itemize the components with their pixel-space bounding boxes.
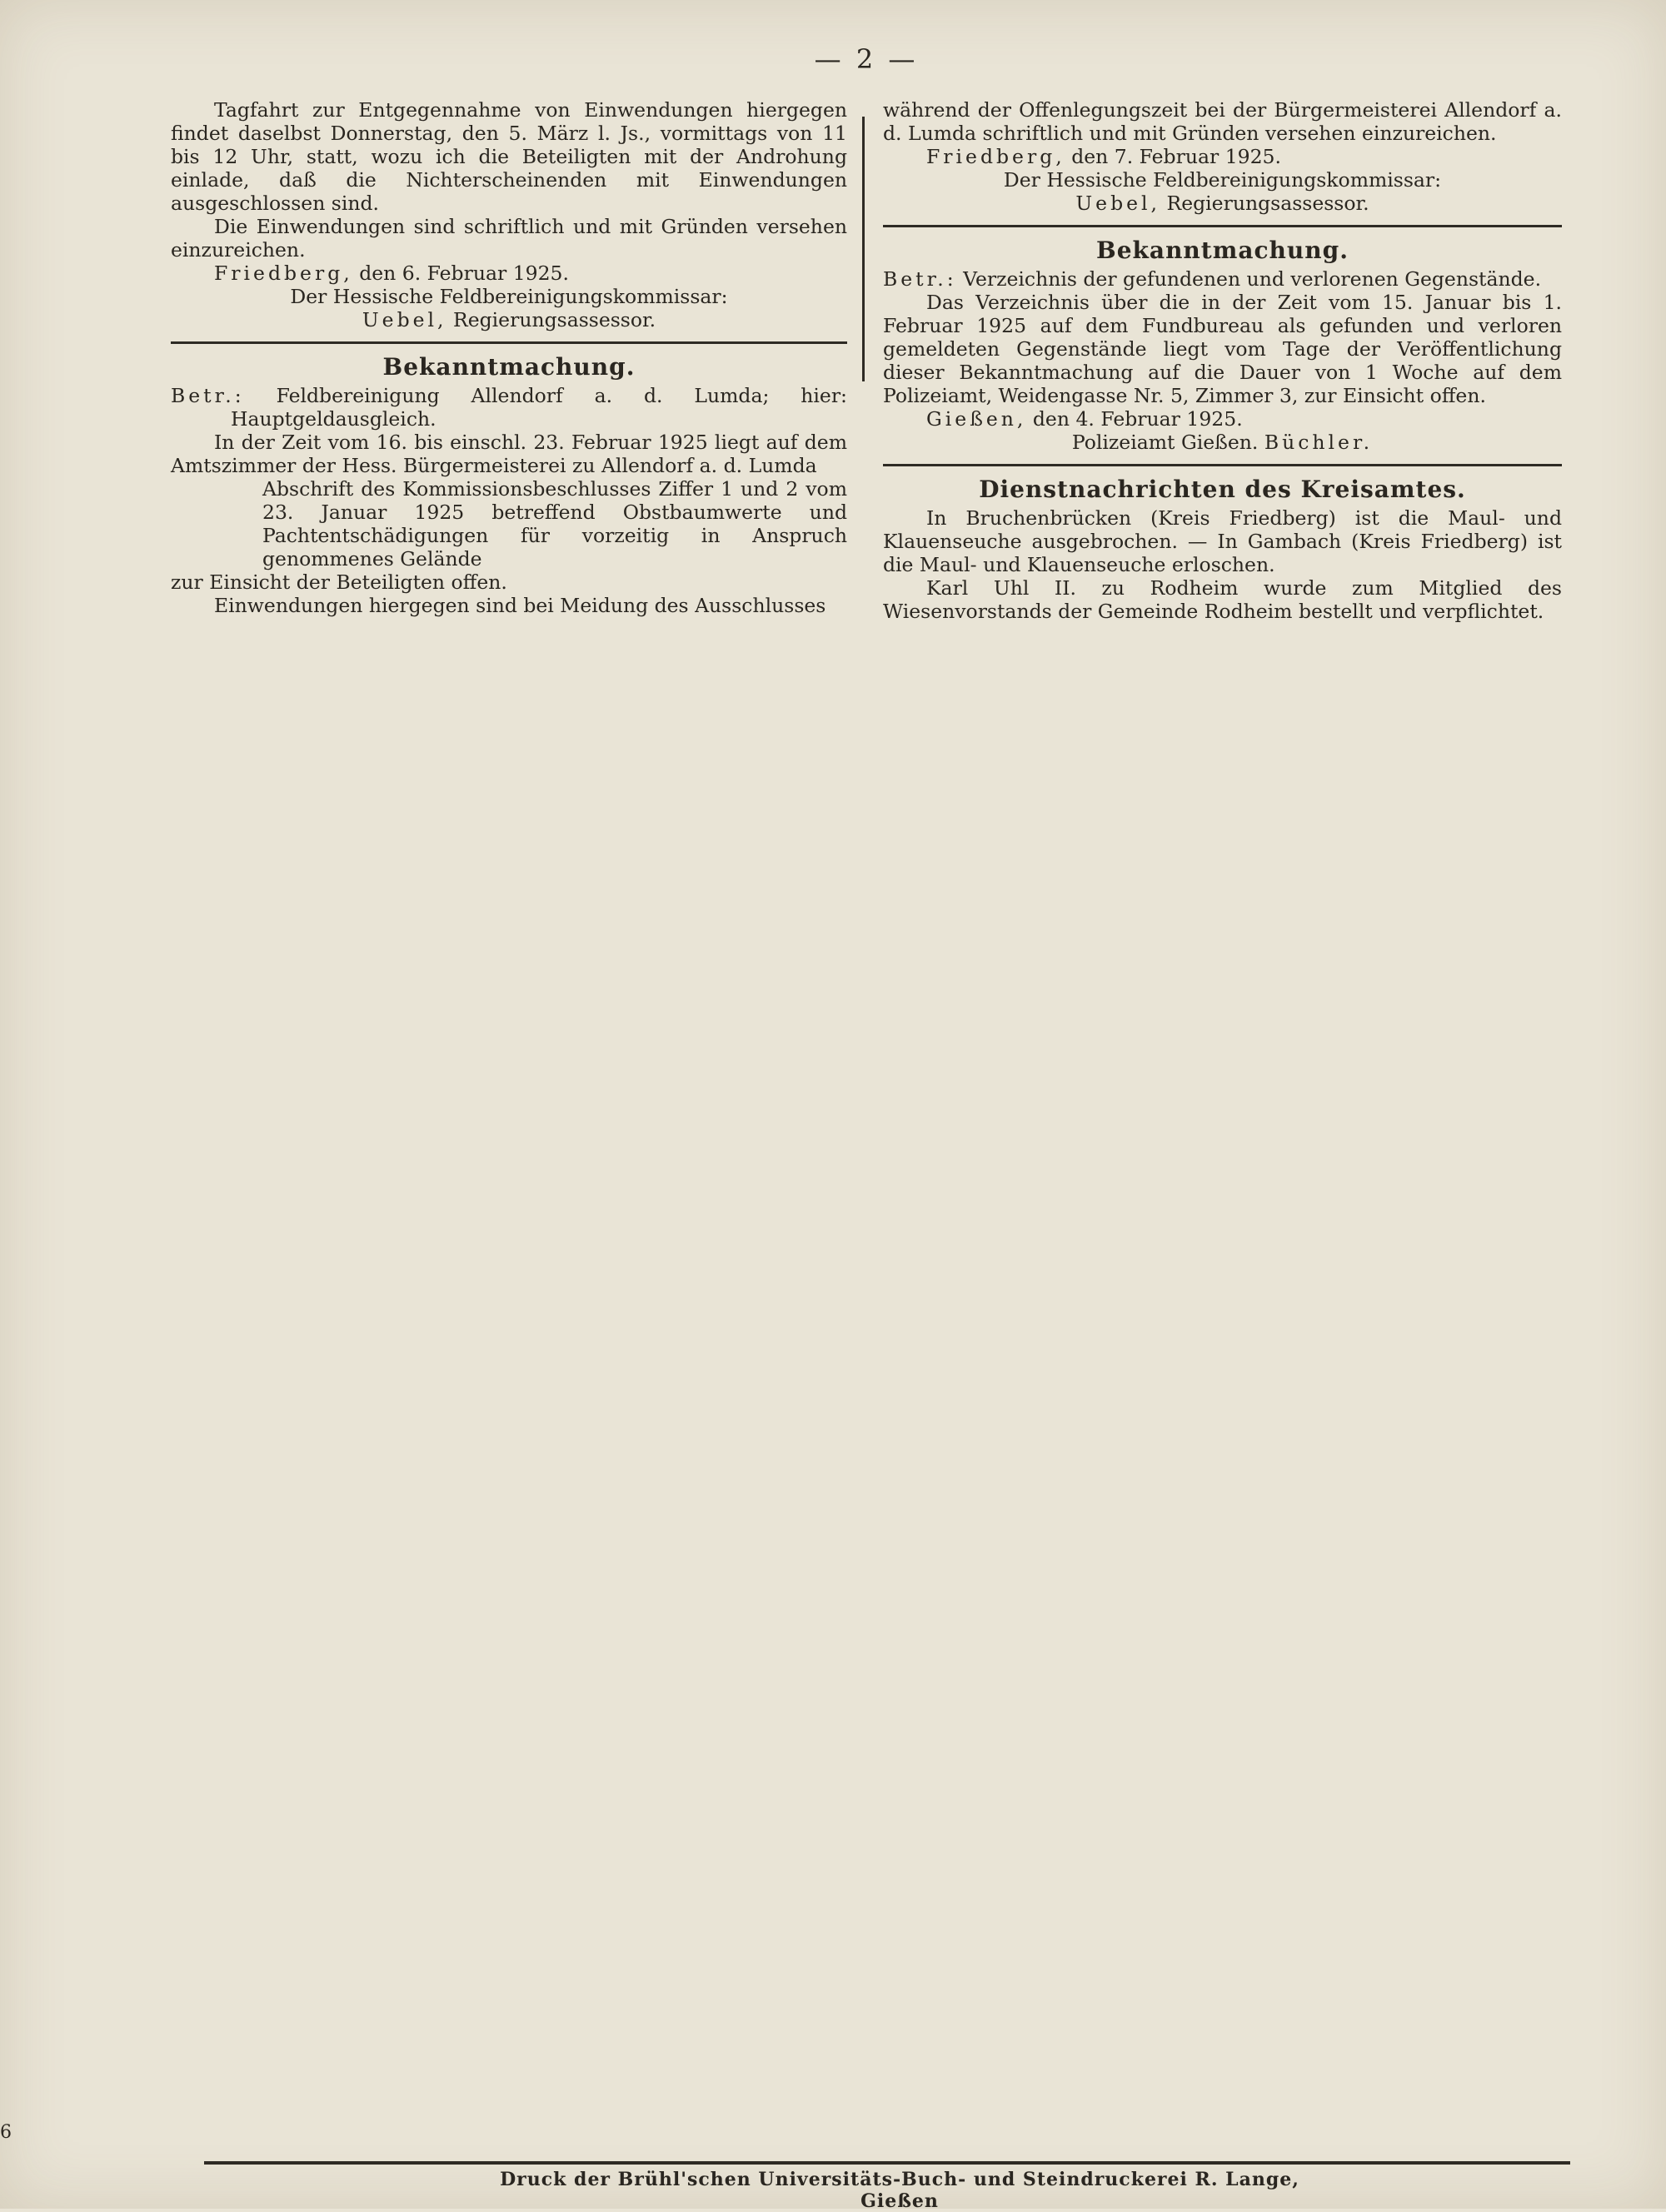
place: Friedberg, [926,145,1065,168]
notice-paragraph: In der Zeit vom 16. bis einschl. 23. Februar 1925 liegt auf dem Amtszimmer der Hess. Bürgermeisterei zu Allendorf a. d. Lumda [171,431,847,477]
notice-paragraph: In Bruchenbrücken (Kreis Friedberg) ist die Maul- und Klauenseuche ausgebrochen. — In Gambach (Kreis Friedberg) ist die Maul- und Klauenseuche erloschen. [883,506,1562,576]
betr-text: Feldbereinigung Allendorf a. d. Lumda; hier: Hauptgeldausgleich. [231,384,847,431]
notice-heading: Bekanntmachung. [382,353,636,381]
notice-subparagraph: Abschrift des Kommissionsbeschlusses Ziffer 1 und 2 vom 23. Januar 1925 betreffend Obstbaumwerte und Pachtentschädigungen für vorzeitig in Anspruch genommenes Gelände [262,477,847,570]
margin-mark: 6 [0,2122,12,2143]
date: den 6. Februar 1925. [359,262,569,285]
written-objections-paragraph: Die Einwendungen sind schriftlich und mit Gründen versehen einzureichen. [171,215,847,262]
betr-line [883,267,1562,291]
date: den 4. Februar 1925. [1032,407,1243,431]
notice-paragraph: Einwendungen hiergegen sind bei Meidung des Ausschlusses [214,594,826,617]
betr-text: Verzeichnis der gefundenen und verlorenen Gegenstände. [963,267,1542,291]
notice-heading: Dienstnachrichten des Kreisamtes. [979,476,1466,503]
section-divider [883,225,1562,227]
place-date-line [883,145,1562,168]
signatory-title: Der Hessische Feldbereinigungskommissar: [1003,168,1442,192]
place-date-line [883,407,1562,431]
left-column [171,98,847,617]
signature-office: Polizeiamt Gießen. [1071,431,1259,454]
right-column [883,98,1562,623]
continuation-paragraph: während der Offenlegungszeit bei der Bürgermeisterei Allendorf a. d. Lumda schriftlich und mit Gründen versehen einzureichen. [883,98,1562,145]
signatory-role: Regierungsassessor. [1166,192,1369,215]
signatory-line [171,308,847,331]
notice-paragraph: zur Einsicht der Beteiligten offen. [171,570,507,594]
signatory-title: Der Hessische Feldbereinigungskommissar: [290,285,728,308]
betr-line [171,384,847,431]
signatory-name: Uebel, [1075,192,1161,215]
notice-heading: Bekanntmachung. [1096,237,1349,264]
place-date-line [171,262,847,285]
column-divider [862,117,865,381]
signature-name: Büchler. [1264,431,1374,454]
betr-label: Betr.: [171,384,245,407]
signatory-role: Regierungsassessor. [453,308,656,331]
section-divider [883,464,1562,466]
printer-imprint: Druck der Brühl'schen Universitäts-Buch- und Steindruckerei R. Lange, Gießen [500,2169,1299,2212]
signatory-name: Uebel, [362,308,447,331]
place: Friedberg, [214,262,353,285]
page-number: — 2 — [814,43,919,75]
signatory-line [883,192,1562,215]
signature-line [883,431,1562,454]
notice-paragraph: Das Verzeichnis über die in der Zeit vom 15. Januar bis 1. Februar 1925 auf dem Fundbureau als gefunden und verloren gemeldeten Gegenstände liegt vom Tage der Veröffentlichung dieser Bekanntmachung auf die Dauer von 1 Woche auf dem Polizeiamt, Weidengasse Nr. 5, Zimmer 3, zur Einsicht offen. [883,291,1562,407]
intro-paragraph: Tagfahrt zur Entgegennahme von Einwendungen hiergegen findet daselbst Donnerstag, den 5. März l. Js., vormittags von 11 bis 12 Uhr, statt, wozu ich die Beteiligten mit der Androhung einlade, daß die Nichterscheinenden mit Einwendungen ausgeschlossen sind. [171,98,847,215]
place: Gießen, [926,407,1027,431]
footer-rule [204,2161,1570,2165]
section-divider [171,341,847,344]
notice-paragraph: Karl Uhl II. zu Rodheim wurde zum Mitglied des Wiesenvorstands der Gemeinde Rodheim bestellt und verpflichtet. [883,576,1562,623]
date: den 7. Februar 1925. [1071,145,1281,168]
betr-label: Betr.: [883,267,957,291]
